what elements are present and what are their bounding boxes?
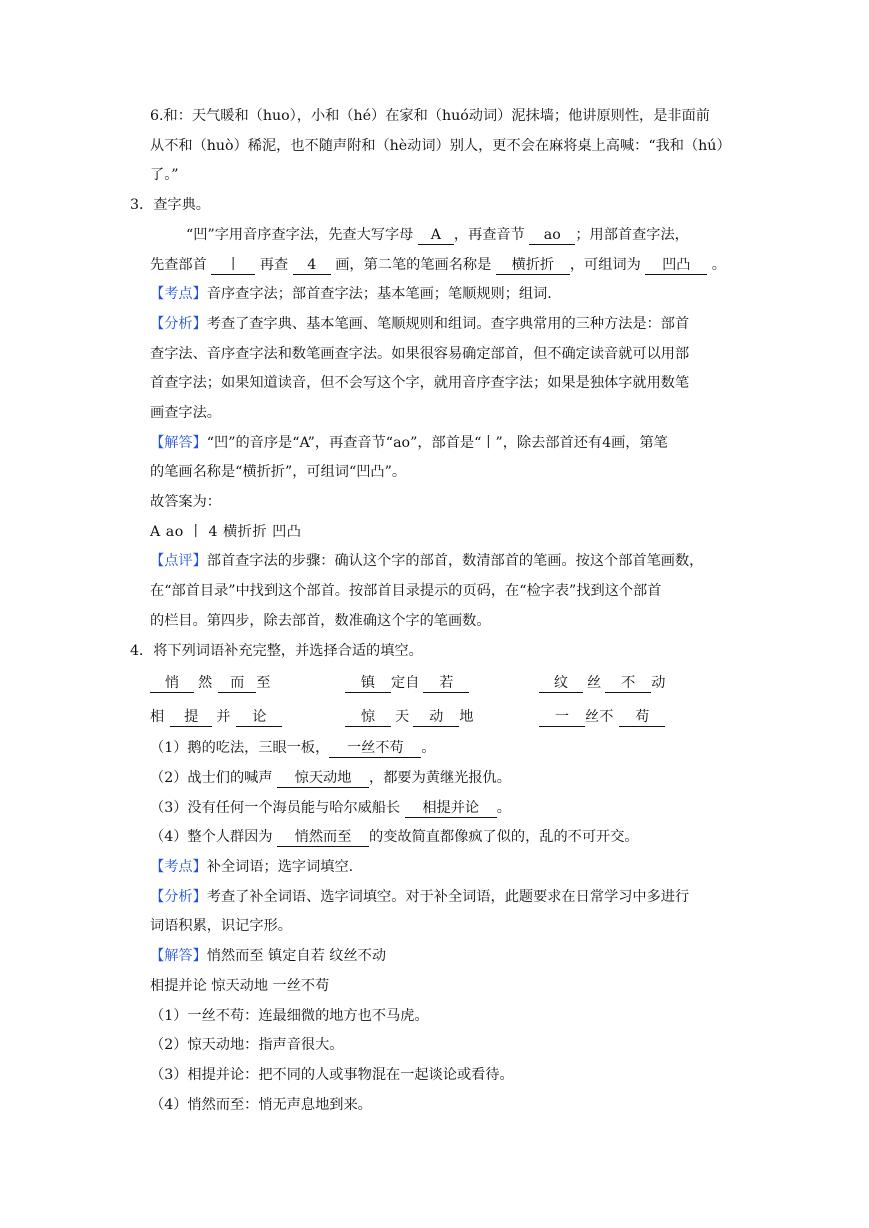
sentence-text: 的变故简直都像疯了似的，乱的不可开交。 (369, 829, 639, 845)
idiom-text: 动 (651, 675, 666, 691)
q3-text: ；用部首查字法， (575, 227, 689, 243)
dianping-text: 部首查字法的步骤：确认这个字的部首，数清部首的笔画。按这个部首笔画数， (206, 553, 704, 569)
sentence-blank: 惊天动地 (277, 769, 369, 788)
q3-fenxi-2: 查字法、音序查字法和数笔画查字法。如果很容易确定部首，但不确定读音就可以用部 (150, 346, 690, 362)
q4-explain-1: （1）一丝不苟：连最细微的地方也不马虎。 (150, 1008, 429, 1024)
idiom-blank: 纹 (539, 674, 583, 693)
idiom-2 (345, 673, 469, 693)
q3-blank-syllable: ao (529, 226, 575, 245)
fenxi-text: 考查了补全词语、选字词填空。对于补全词语，此题要求在日常学习中多进行 (206, 889, 690, 905)
q3-text: 再查 (259, 257, 289, 273)
q3-blank-word: 凹凸 (645, 256, 707, 275)
q3-blank-radical: 丨 (211, 256, 255, 275)
q4-explain-4: （4）悄然而至：悄无声息地到来。 (150, 1097, 372, 1113)
kaodian-tag: 【考点】 (150, 859, 207, 875)
q3-text: ，再查音节 (453, 227, 525, 243)
sentence-text: ，都要为黄继光报仇。 (369, 770, 511, 786)
idiom-6 (539, 707, 665, 727)
idiom-blank: 镇 (345, 674, 391, 693)
q3-answer-intro: 故答案为： (150, 494, 221, 510)
q3-title: 查字典。 (153, 197, 210, 213)
q4-explain-3: （3）相提并论：把不同的人或事物混在一起谈论或看待。 (150, 1067, 514, 1083)
q3-fenxi-4: 画查字法。 (150, 405, 221, 421)
idiom-4 (150, 707, 282, 727)
idiom-text: 丝 (587, 675, 602, 691)
fenxi-tag: 【分析】 (150, 316, 207, 332)
q3-fenxi-3: 首查字法；如果知道读音，但不会写这个字，就用音序查字法；如果是独体字就用数笔 (150, 375, 690, 391)
q3-blank-stroke-name: 横折折 (496, 256, 570, 275)
q4-sentence-2 (150, 768, 511, 788)
sentence-text: （1）鹅的吃法，三眼一板， (150, 740, 330, 756)
sentence-blank: 相提并论 (405, 799, 497, 818)
fenxi-text: 考查了查字典、基本笔画、笔顺规则和组词。查字典常用的三种方法是：部首 (206, 316, 690, 332)
q4-fenxi-1 (150, 887, 689, 907)
sentence-text: （3）没有任何一个海员能与哈尔威船长 (150, 800, 401, 816)
idiom-blank: 若 (423, 674, 469, 693)
q3-number: 3． (130, 197, 154, 213)
q3-kaodian (150, 284, 552, 304)
q3-text: 。 (711, 257, 726, 273)
dianping-tag: 【点评】 (150, 553, 207, 569)
idiom-5 (345, 707, 473, 727)
kaodian-text: 补全词语；选字词填空. (206, 859, 354, 875)
idiom-text: 定自 (391, 675, 420, 691)
q3-dianping-1 (150, 551, 703, 571)
idiom-blank: 苟 (619, 708, 665, 727)
q4-explain-2: （2）惊天动地：指声音很大。 (150, 1037, 344, 1053)
idiom-text: 并 (216, 709, 231, 725)
q4-fenxi-2: 词语积累，识记字形。 (150, 918, 292, 934)
q4-heading (130, 641, 423, 661)
idiom-text: 然 (198, 675, 213, 691)
jieda-tag: 【解答】 (150, 435, 207, 451)
q4-kaodian (150, 857, 353, 877)
q4-jieda-1 (150, 946, 386, 966)
kaodian-tag: 【考点】 (150, 286, 207, 302)
sentence-text: （4）整个人群因为 (150, 829, 273, 845)
sentence-blank: 一丝不苟 (329, 739, 421, 758)
idiom-blank: 而 (218, 674, 256, 693)
q4-jieda-2: 相提并论 惊天动地 一丝不苟 (150, 978, 330, 994)
q3-jieda-2: 的笔画名称是“横折折”，可组词“凹凸”。 (150, 464, 407, 480)
idiom-blank: 一 (539, 708, 585, 727)
q3-fenxi-1 (150, 314, 689, 334)
sentence-blank: 悄然而至 (277, 828, 369, 847)
fenxi-tag: 【分析】 (150, 889, 207, 905)
jieda-text: 悄然而至 镇定自若 纹丝不动 (206, 948, 387, 964)
q4-number: 4． (130, 643, 154, 659)
q3-text: “凹”字用音序查字法，先查大写字母 (186, 227, 414, 243)
idiom-text: 天 (395, 709, 410, 725)
idiom-text: 地 (459, 709, 474, 725)
q3-question-line-1 (186, 225, 689, 245)
idiom-blank: 惊 (345, 708, 391, 727)
q6-line-3: 了。” (150, 167, 179, 183)
q3-answer: A ao 丨 4 横折折 凹凸 (150, 524, 302, 540)
q3-blank-letter: A (418, 226, 454, 245)
q4-sentence-4 (150, 827, 639, 847)
q3-blank-strokes: 4 (293, 256, 331, 275)
q3-jieda-1 (150, 433, 668, 453)
q3-text: ，可组词为 (569, 257, 641, 273)
q3-heading (130, 195, 210, 215)
idiom-blank: 不 (605, 674, 651, 693)
q6-line-2: 从不和（huò）稀泥，也不随声附和（hè动词）别人，更不会在麻将桌上高喊：“我和（hú） (150, 138, 731, 154)
idiom-blank: 动 (413, 708, 459, 727)
idiom-blank: 悄 (150, 674, 194, 693)
sentence-text: （2）战士们的喊声 (150, 770, 273, 786)
q3-question-line-2 (150, 255, 726, 275)
idiom-3 (539, 673, 665, 693)
idiom-blank: 提 (170, 708, 212, 727)
kaodian-text: 音序查字法；部首查字法；基本笔画；笔顺规则；组词. (206, 286, 552, 302)
q3-dianping-2: 在“部首目录”中找到这个部首。按部首目录提示的页码，在“检字表”找到这个部首 (150, 583, 662, 599)
q4-sentence-1 (150, 738, 435, 758)
idiom-text: 至 (256, 675, 271, 691)
q4-title: 将下列词语补充完整，并选择合适的填空。 (153, 643, 423, 659)
sentence-text: 。 (496, 800, 511, 816)
q4-sentence-3 (150, 798, 511, 818)
q3-dianping-3: 的栏目。第四步，除去部首，数准确这个字的笔画数。 (150, 613, 491, 629)
idiom-blank: 论 (236, 708, 282, 727)
jieda-tag: 【解答】 (150, 948, 207, 964)
idiom-text: 相 (150, 709, 165, 725)
idiom-1 (150, 673, 270, 693)
sentence-text: 。 (421, 740, 436, 756)
idiom-text: 丝不 (585, 709, 614, 725)
q3-text: 先查部首 (150, 257, 207, 273)
jieda-text: “凹”的音序是“A”，再查音节“ao”，部首是“丨”，除去部首还有4画，第笔 (206, 435, 668, 451)
q3-text: 画，第二笔的笔画名称是 (335, 257, 492, 273)
q6-line-1: 6.和：天气暖和（huo），小和（hé）在家和（huó动词）泥抹墙；他讲原则性，是非面前 (150, 108, 710, 124)
